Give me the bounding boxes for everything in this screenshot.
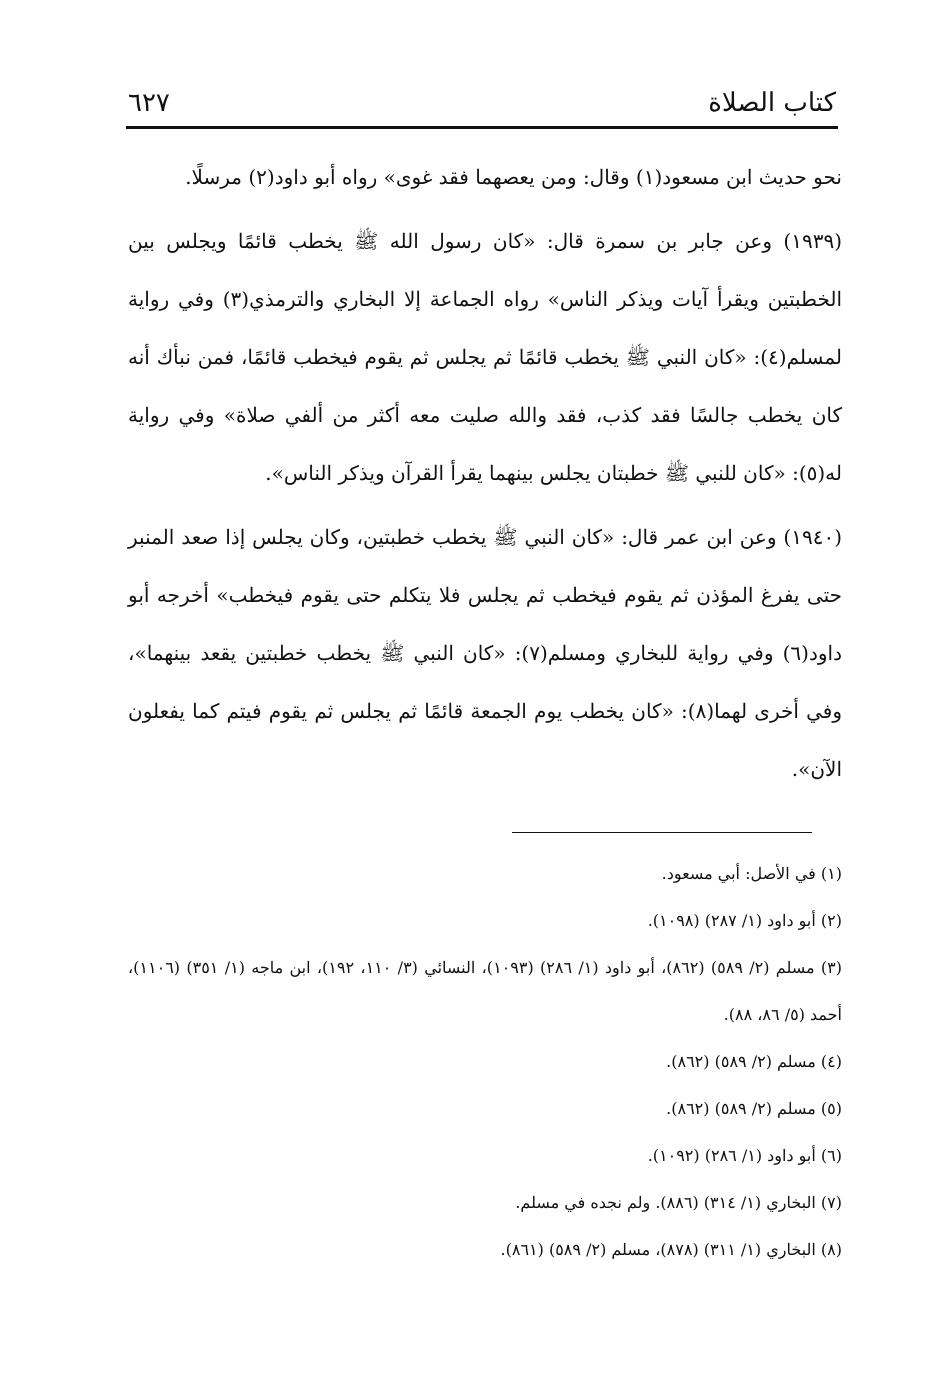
footnote-4: (٤) مسلم (٢/ ٥٨٩) (٨٦٢). <box>666 1052 842 1071</box>
footnote-8: (٨) البخاري (١/ ٣١١) (٨٧٨)، مسلم (٢/ ٥٨٩) (٨٦١). <box>500 1240 842 1259</box>
running-header-title: كتاب الصلاة <box>708 88 836 118</box>
footnote-1: (١) في الأصل: أبي مسعود. <box>661 864 842 883</box>
paragraph-hadith-1940: (١٩٤٠) وعن ابن عمر قال: «كان النبي ﷺ يخطب خطبتين، وكان يجلس إذا صعد المنبر حتى يفرغ المؤذن ثم يقوم فيخطب ثم يجلس فلا يتكلم حتى يقوم فيخطب» أخرجه أبو داود(٦) وفي رواية للبخاري ومسلم(٧): «كان النبي ﷺ يخطب خطبتين يقعد بينهما»، وفي أخرى لهما(٨): «كان يخطب يوم الجمعة قائمًا ثم يجلس ثم يقوم فيتم كما يفعلون الآن». <box>128 525 843 781</box>
footnote-5: (٥) مسلم (٢/ ٥٨٩) (٨٦٢). <box>666 1099 842 1118</box>
footnote-separator <box>512 832 812 833</box>
footnote-2: (٢) أبو داود (١/ ٢٨٧) (١٠٩٨). <box>647 911 842 930</box>
footnote-3: (٣) مسلم (٢/ ٥٨٩) (٨٦٢)، أبو داود (١/ ٢٨٦) (١٠٩٣)، النسائي (٣/ ١١٠، ١٩٢)، ابن ماجه (١/ ٣٥١) (١١٠٦)، أحمد (٥/ ٨٦، ٨٨). <box>128 958 842 1024</box>
paragraph-1: نحو حديث ابن مسعود(١) وقال: ومن يعصهما فقد غوى» رواه أبو داود(٢) مرسلًا. <box>185 165 842 189</box>
footnote-7: (٧) البخاري (١/ ٣١٤) (٨٨٦). ولم نجده في مسلم. <box>515 1193 842 1212</box>
header-rule <box>126 126 838 129</box>
paragraph-hadith-1939: (١٩٣٩) وعن جابر بن سمرة قال: «كان رسول الله ﷺ يخطب قائمًا ويجلس بين الخطبتين ويقرأ آيات ويذكر الناس» رواه الجماعة إلا البخاري والترمذي(٣) وفي رواية لمسلم(٤): «كان النبي ﷺ يخطب قائمًا ثم يجلس ثم يقوم فيخطب قائمًا، فمن نبأك أنه كان يخطب جالسًا فقد كذب، فقد والله صليت معه أكثر من ألفي صلاة» وفي رواية له(٥): «كان للنبي ﷺ خطبتان يجلس بينهما يقرأ القرآن ويذكر الناس». <box>128 229 843 485</box>
page-number: ٦٢٧ <box>128 88 170 118</box>
main-text <box>128 148 842 804</box>
footnotes <box>128 850 842 1273</box>
footnote-6: (٦) أبو داود (١/ ٢٨٦) (١٠٩٢). <box>647 1146 842 1165</box>
